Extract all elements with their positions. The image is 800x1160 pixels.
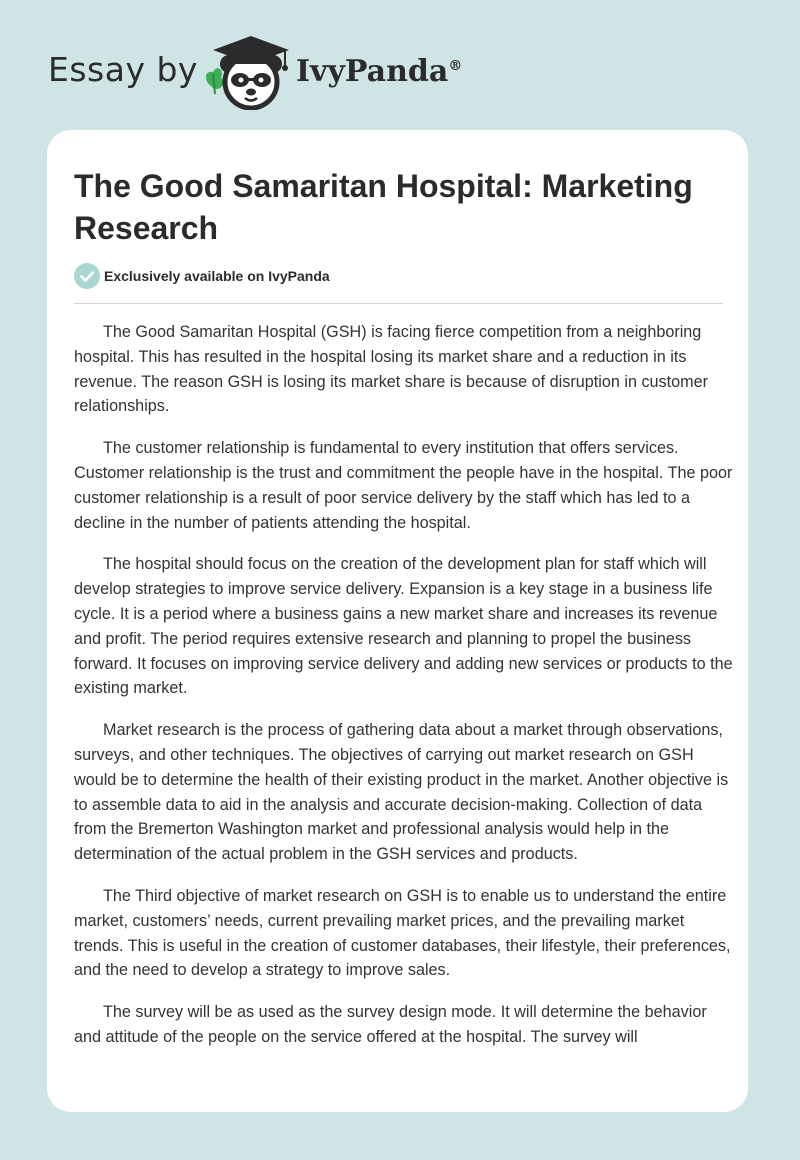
body-paragraph: Market research is the process of gathering data about a market through observations, surveys, and other techniques. The objectives of carrying out market research on GSH would be to determine the health of their existing product in the market. Another objective is to assemble data to aid in the analysis and accurate decision-making. Collection of data from the Bremerton Washington market and professional analysis would help in the determination of the actual problem in the GSH services and products. xyxy=(74,721,729,864)
body-paragraph: The hospital should focus on the creation of the development plan for staff which will develop strategies to improve service delivery. Expansion is a key stage in a business life cycle. It is a period where a business gains a new market share and increases its revenue and profit. The period requires extensive research and planning to propel the business forward. It focuses on improving service delivery and adding new services or products to the existing market. xyxy=(74,555,733,698)
body-paragraph: The Third objective of market research on GSH is to enable us to understand the entire market, customers’ needs, current prevailing market prices, and the prevailing market trends. This is useful in the creation of customer databases, their lifestyle, their preferences, and the need to develop a strategy to improve sales. xyxy=(74,886,731,980)
site-header xyxy=(48,34,488,114)
essay-body xyxy=(74,320,734,1067)
registered-mark: ® xyxy=(448,58,463,74)
body-paragraph: The Good Samaritan Hospital (GSH) is facing fierce competition from a neighboring hospital. This has resulted in the hospital losing its market share and a reduction in its revenue. The reason GSH is losing its market share is because of disruption in customer relationships. xyxy=(74,323,709,416)
panda-logo-icon[interactable] xyxy=(201,34,291,110)
ivypanda-wordmark[interactable]: IvyPanda® xyxy=(296,54,463,89)
essay-card xyxy=(47,130,748,1112)
body-paragraph: The survey will be as used as the survey design mode. It will determine the behavior and attitude of the people on the service offered at the hospital. The survey will xyxy=(74,1003,707,1046)
essay-title: The Good Samaritan Hospital: Marketing Research xyxy=(74,168,693,246)
essay-by-label: Essay by xyxy=(48,50,198,89)
check-circle-icon xyxy=(74,263,100,289)
body-paragraph: The customer relationship is fundamental to every institution that offers services. Customer relationship is the trust and commitment the people have in the hospital. The poor customer relationship is a result of poor service delivery by the staff which has led to a decline in the number of patients attending the hospital. xyxy=(74,439,733,532)
exclusive-badge-label: Exclusively available on IvyPanda xyxy=(104,268,330,284)
title-divider xyxy=(74,303,723,304)
